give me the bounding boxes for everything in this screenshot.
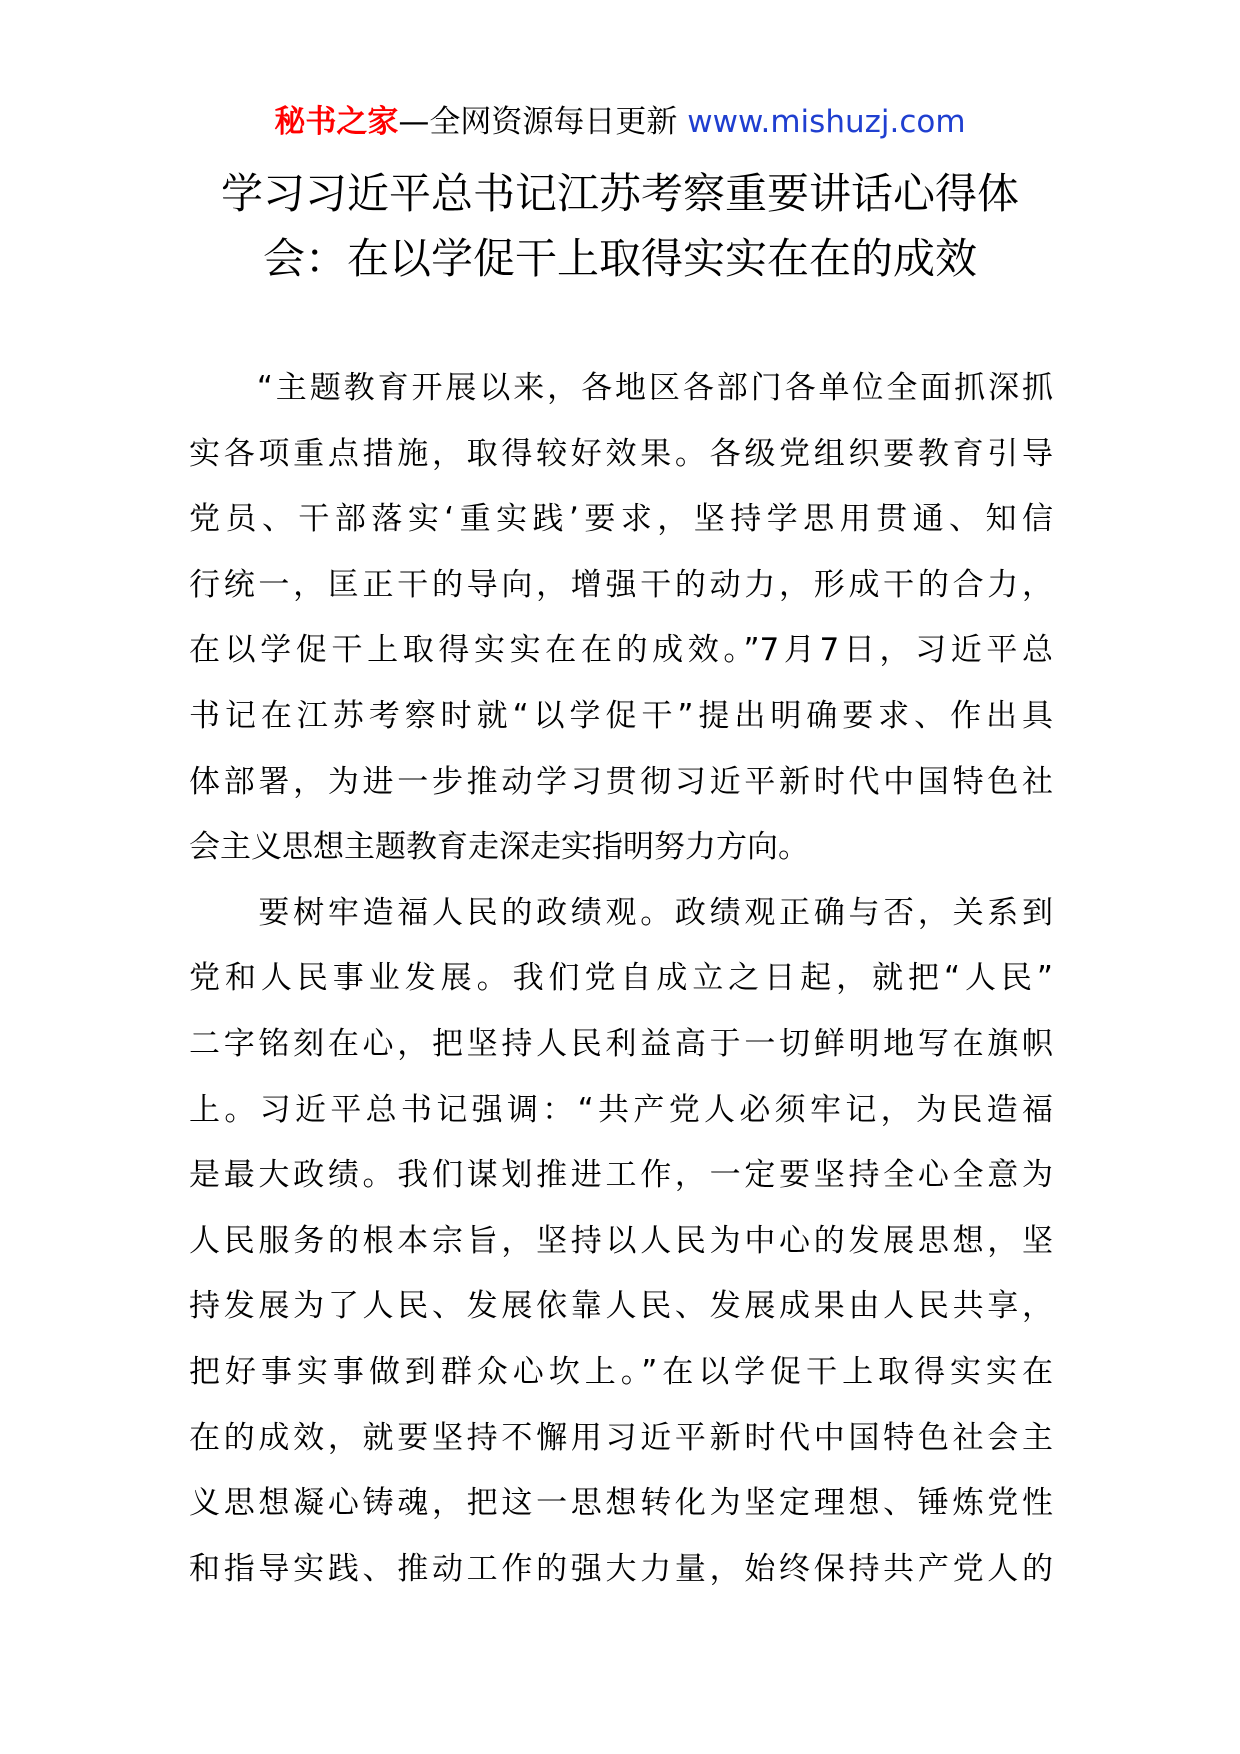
paragraph-line: “主题教育开展以来，各地区各部门各单位全面抓深抓 xyxy=(189,370,1053,406)
paragraph-line: 把好事实事做到群众心坎上。”在以学促干上取得实实在 xyxy=(189,1353,1053,1390)
paragraph-line: 实各项重点措施，取得较好效果。各级党组织要教育引导 xyxy=(189,435,1053,472)
paragraph-line: 行统一，匡正干的导向，增强干的动力，形成干的合力， xyxy=(189,566,1053,603)
brand-name: 秘书之家 xyxy=(274,104,399,140)
paragraph-line: 上。习近平总书记强调：“共产党人必须牢记，为民造福 xyxy=(189,1091,1053,1128)
paragraph-line: 义思想凝心铸魂，把这一思想转化为坚定理想、锤炼党性 xyxy=(189,1485,1053,1522)
site-header xyxy=(0,102,1240,142)
paragraph-line: 党员、干部落实‘重实践’要求，坚持学思用贯通、知信 xyxy=(189,501,1053,538)
paragraph-line: 体部署，为进一步推动学习贯彻习近平新时代中国特色社 xyxy=(189,763,1053,800)
paragraph-2 xyxy=(189,881,1053,1603)
document-body xyxy=(189,356,1053,1602)
paragraph-line: 书记在江苏考察时就“以学促干”提出明确要求、作出具 xyxy=(189,697,1053,734)
paragraph-line: 要树牢造福人民的政绩观。政绩观正确与否，关系到 xyxy=(189,894,1053,931)
header-slogan: —全网资源每日更新 xyxy=(398,104,688,140)
paragraph-line: 在以学促干上取得实实在在的成效。”7月7日，习近平总 xyxy=(189,632,1053,669)
paragraph-line: 持发展为了人民、发展依靠人民、发展成果由人民共享， xyxy=(189,1288,1053,1325)
paragraph-line: 人民服务的根本宗旨，坚持以人民为中心的发展思想，坚 xyxy=(189,1222,1053,1259)
paragraph-line: 会主义思想主题教育走深走实指明努力方向。 xyxy=(189,829,809,866)
paragraph-line: 和指导实践、推动工作的强大力量，始终保持共产党人的 xyxy=(189,1550,1053,1587)
paragraph-line: 二字铭刻在心，把坚持人民利益高于一切鲜明地写在旗帜 xyxy=(189,1025,1053,1062)
paragraph-line: 在的成效，就要坚持不懈用习近平新时代中国特色社会主 xyxy=(189,1419,1053,1456)
document-title xyxy=(190,161,1050,291)
title-line-1: 学习习近平总书记江苏考察重要讲话心得体 xyxy=(220,169,1019,218)
site-url-link[interactable]: www.mishuzj.com xyxy=(687,104,966,140)
paragraph-line: 党和人民事业发展。我们党自成立之日起，就把“人民” xyxy=(189,960,1053,997)
title-line-2: 会：在以学促干上取得实实在在的成效 xyxy=(262,234,977,283)
paragraph-line: 是最大政绩。我们谋划推进工作，一定要坚持全心全意为 xyxy=(189,1157,1053,1194)
paragraph-1 xyxy=(189,356,1053,881)
